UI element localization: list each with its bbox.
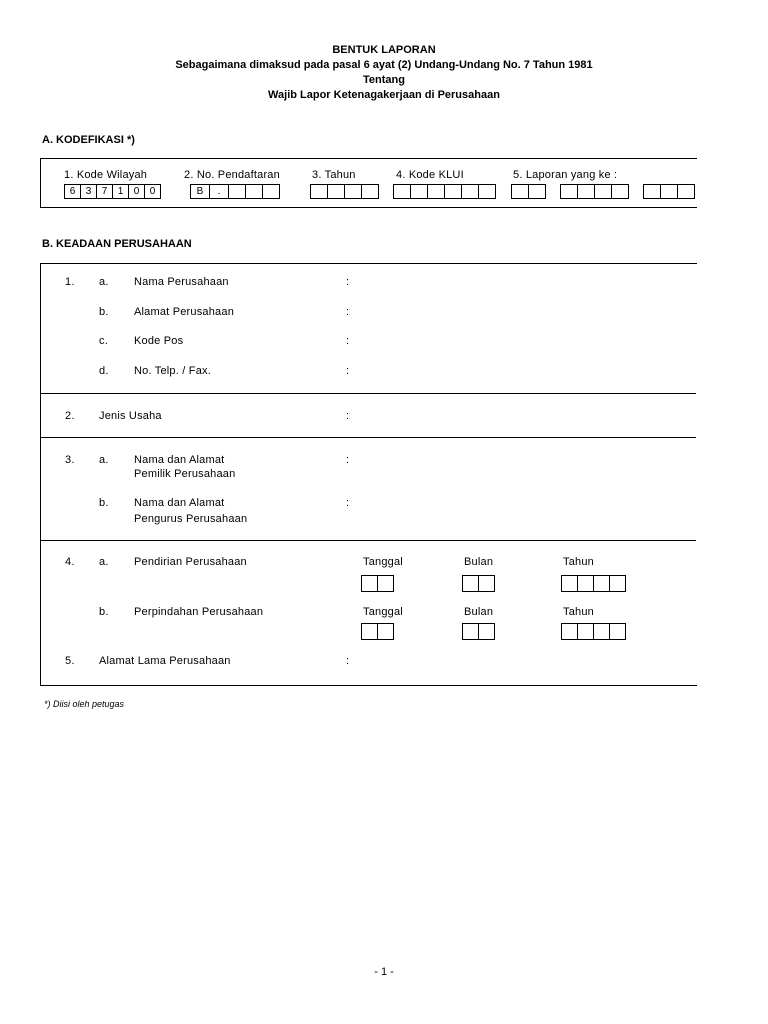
item-letter: a. (99, 454, 109, 466)
colon: : (346, 365, 350, 377)
item-number: 5. (65, 655, 75, 667)
date-digit[interactable] (377, 575, 394, 592)
item-number: 3. (65, 454, 75, 466)
date-digit[interactable] (462, 623, 479, 640)
tahun-digit[interactable] (327, 184, 345, 199)
kode-klui-digit[interactable] (461, 184, 479, 199)
laporan-ke-digit[interactable] (643, 184, 661, 199)
laporan-ke-digit[interactable] (528, 184, 546, 199)
tahun-boxes[interactable] (310, 184, 379, 198)
item-letter: b. (99, 497, 109, 509)
laporan-ke-boxes-1[interactable] (511, 184, 546, 198)
date-digit[interactable] (377, 623, 394, 640)
date-digit[interactable] (361, 623, 378, 640)
date-digit[interactable] (609, 575, 626, 592)
perpindahan-tanggal-boxes[interactable] (361, 623, 394, 639)
item-number: 1. (65, 276, 75, 288)
item-letter: a. (99, 556, 109, 568)
no-pendaftaran-char[interactable] (262, 184, 280, 199)
kode-klui-label: 4. Kode KLUI (396, 169, 464, 181)
kode-wilayah-digit[interactable]: 6 (64, 184, 81, 199)
pengurus-label-line2: Pengurus Perusahaan (134, 513, 248, 525)
laporan-ke-digit[interactable] (594, 184, 612, 199)
kode-klui-digit[interactable] (444, 184, 462, 199)
laporan-ke-digit[interactable] (611, 184, 629, 199)
item-letter: b. (99, 606, 109, 618)
jenis-usaha-label: Jenis Usaha (99, 410, 162, 422)
kode-klui-digit[interactable] (478, 184, 496, 199)
pengurus-label-line1: Nama dan Alamat (134, 497, 225, 509)
form-title: BENTUK LAPORAN (332, 44, 436, 56)
tahun-digit[interactable] (310, 184, 328, 199)
laporan-ke-digit[interactable] (560, 184, 578, 199)
tahun-label: Tahun (563, 606, 594, 618)
kode-wilayah-digit[interactable]: 0 (128, 184, 145, 199)
item-number: 2. (65, 410, 75, 422)
form-subtitle-regulation: Sebagaimana dimaksud pada pasal 6 ayat (2) Undang-Undang No. 7 Tahun 1981 (175, 59, 593, 71)
laporan-ke-digit[interactable] (660, 184, 678, 199)
pendirian-tahun-boxes[interactable] (561, 575, 626, 591)
tahun-label: 3. Tahun (312, 169, 356, 181)
colon: : (346, 410, 350, 422)
telp-fax-label: No. Telp. / Fax. (134, 365, 211, 377)
date-digit[interactable] (462, 575, 479, 592)
item-letter: a. (99, 276, 109, 288)
date-digit[interactable] (561, 623, 578, 640)
no-pendaftaran-label: 2. No. Pendaftaran (184, 169, 280, 181)
colon: : (346, 454, 350, 466)
date-digit[interactable] (577, 575, 594, 592)
kode-wilayah-digit[interactable]: 3 (80, 184, 97, 199)
laporan-ke-label: 5. Laporan yang ke : (513, 169, 618, 181)
tahun-digit[interactable] (361, 184, 379, 199)
item-letter: d. (99, 365, 109, 377)
kode-klui-boxes[interactable] (393, 184, 496, 198)
laporan-ke-boxes-3[interactable] (643, 184, 695, 198)
no-pendaftaran-char[interactable]: B (190, 184, 210, 199)
alamat-lama-label: Alamat Lama Perusahaan (99, 655, 231, 667)
section-b-title: B. KEADAAN PERUSAHAAN (42, 238, 192, 250)
no-pendaftaran-boxes[interactable] (190, 184, 280, 198)
date-digit[interactable] (478, 575, 495, 592)
section-a-frame (40, 158, 697, 208)
pemilik-label-line1: Nama dan Alamat (134, 454, 225, 466)
item-number: 4. (65, 556, 75, 568)
laporan-ke-boxes-2[interactable] (560, 184, 629, 198)
laporan-ke-digit[interactable] (577, 184, 595, 199)
item-letter: c. (99, 335, 108, 347)
footnote: *) Diisi oleh petugas (44, 699, 125, 709)
date-digit[interactable] (593, 575, 610, 592)
laporan-ke-digit[interactable] (511, 184, 529, 199)
date-digit[interactable] (593, 623, 610, 640)
pendirian-bulan-boxes[interactable] (462, 575, 495, 591)
kode-klui-digit[interactable] (393, 184, 411, 199)
colon: : (346, 497, 350, 509)
perpindahan-bulan-boxes[interactable] (462, 623, 495, 639)
pemilik-label-line2: Pemilik Perusahaan (134, 468, 236, 480)
kode-wilayah-label: 1. Kode Wilayah (64, 169, 148, 181)
tahun-digit[interactable] (344, 184, 362, 199)
tanggal-label: Tanggal (363, 606, 403, 618)
pendirian-label: Pendirian Perusahaan (134, 556, 247, 568)
date-digit[interactable] (478, 623, 495, 640)
date-digit[interactable] (361, 575, 378, 592)
kode-wilayah-digit[interactable]: 1 (112, 184, 129, 199)
perpindahan-tahun-boxes[interactable] (561, 623, 626, 639)
no-pendaftaran-char[interactable] (245, 184, 263, 199)
date-digit[interactable] (609, 623, 626, 640)
form-subtitle-tentang: Tentang (363, 74, 405, 86)
laporan-ke-digit[interactable] (677, 184, 695, 199)
divider (40, 437, 696, 438)
tanggal-label: Tanggal (363, 556, 403, 568)
colon: : (346, 655, 350, 667)
bulan-label: Bulan (464, 556, 494, 568)
date-digit[interactable] (577, 623, 594, 640)
pendirian-tanggal-boxes[interactable] (361, 575, 394, 591)
colon: : (346, 276, 350, 288)
kode-klui-digit[interactable] (410, 184, 428, 199)
alamat-perusahaan-label: Alamat Perusahaan (134, 306, 235, 318)
form-subtitle-topic: Wajib Lapor Ketenagakerjaan di Perusahaan (268, 89, 500, 101)
no-pendaftaran-char[interactable] (228, 184, 246, 199)
kode-wilayah-digit[interactable]: 7 (96, 184, 113, 199)
colon: : (346, 335, 350, 347)
section-a-title: A. KODEFIKASI *) (42, 134, 135, 146)
kode-wilayah-boxes[interactable] (64, 184, 161, 198)
colon: : (346, 306, 350, 318)
divider (40, 540, 696, 541)
bulan-label: Bulan (464, 606, 494, 618)
date-digit[interactable] (561, 575, 578, 592)
kode-klui-digit[interactable] (427, 184, 445, 199)
kode-pos-label: Kode Pos (134, 335, 184, 347)
item-letter: b. (99, 306, 109, 318)
nama-perusahaan-label: Nama Perusahaan (134, 276, 229, 288)
tahun-label: Tahun (563, 556, 594, 568)
page-number: - 1 - (374, 966, 394, 978)
kode-wilayah-digit[interactable]: 0 (144, 184, 161, 199)
divider (40, 393, 696, 394)
perpindahan-label: Perpindahan Perusahaan (134, 606, 264, 618)
no-pendaftaran-char[interactable]: . (209, 184, 229, 199)
